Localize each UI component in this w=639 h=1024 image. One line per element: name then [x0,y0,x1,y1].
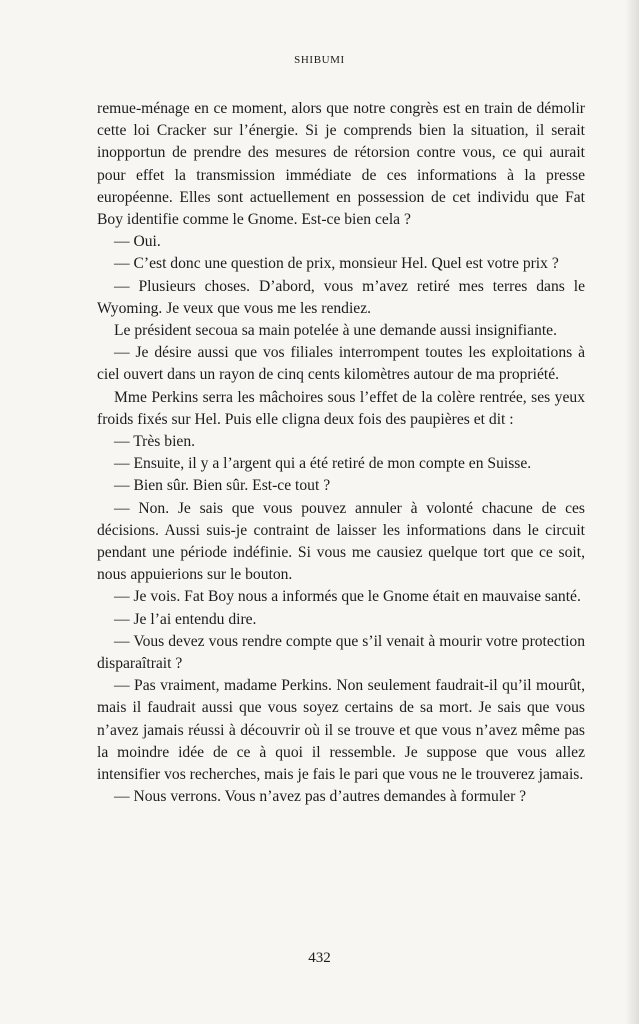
paragraph: Mme Perkins serra les mâchoires sous l’effet de la colère rentrée, ses yeux froids fixés sur Hel. Puis elle cligna deux fois des paupières et dit : [97,388,585,428]
paragraph: — Ensuite, il y a l’argent qui a été retiré de mon compte en Suisse. [114,455,532,473]
paragraph: — Vous devez vous rendre compte que s’il venait à mourir votre protection disparaîtrait ? [97,632,585,673]
paragraph: remue-ménage en ce moment, alors que notre congrès est en train de démolir cette loi Cracker sur l’énergie. Si je comprends bien la situation, il serait inopportun de prendre des mesures de rétorsion contre vous, ce qui aurait pour effet la transmission immédiate de ces informations à la presse européenne. Elles sont actuellement en possession de cet individu que Fat Boy identifie comme le Gnome. Est-ce bien cela ? [97,100,585,229]
running-head: SHIBUMI [294,54,345,66]
body-text [97,98,585,809]
page-number: 432 [308,950,331,966]
paragraph: — Nous verrons. Vous n’avez pas d’autres demandes à formuler ? [114,788,527,806]
paragraph: — Plusieurs choses. D’abord, vous m’avez retiré mes terres dans le Wyoming. Je veux que vous me les rendiez. [97,277,585,317]
paragraph: Le président secoua sa main potelée à une demande aussi insignifiante. [114,322,557,340]
paragraph: — Très bien. [114,433,196,451]
paragraph: — Bien sûr. Bien sûr. Est-ce tout ? [114,477,331,495]
paragraph: — Je l’ai entendu dire. [114,610,257,628]
page-edge-shadow [625,0,639,1024]
paragraph: — Oui. [114,233,161,251]
paragraph: — Je vois. Fat Boy nous a informés que le Gnome était en mauvaise santé. [114,588,581,606]
paragraph: — C’est donc une question de prix, monsieur Hel. Quel est votre prix ? [114,255,559,273]
paragraph: — Je désire aussi que vos filiales interrompent toutes les exploitations à ciel ouvert dans un rayon de cinq cents kilomètres autour de ma propriété. [97,344,585,384]
paragraph: — Pas vraiment, madame Perkins. Non seulement faudrait-il qu’il mourût, mais il faudrait aussi que vous soyez certains de sa mort. Je sais que vous n’avez jamais réussi à découvrir où il se trouve et que vous n’avez même pas la moindre idée de ce à quoi il ressemble. Je suppose que vous allez intensifier vos recherches, mais je fais le pari que vous ne le trouverez jamais. [97,677,585,784]
paragraph: — Non. Je sais que vous pouvez annuler à volonté chacune de ces décisions. Aussi suis-je contraint de laisser les informations dans le circuit pendant une période indéfinie. Si vous me causiez quelque tort que ce soit, nous appuierions sur le bouton. [97,499,585,584]
